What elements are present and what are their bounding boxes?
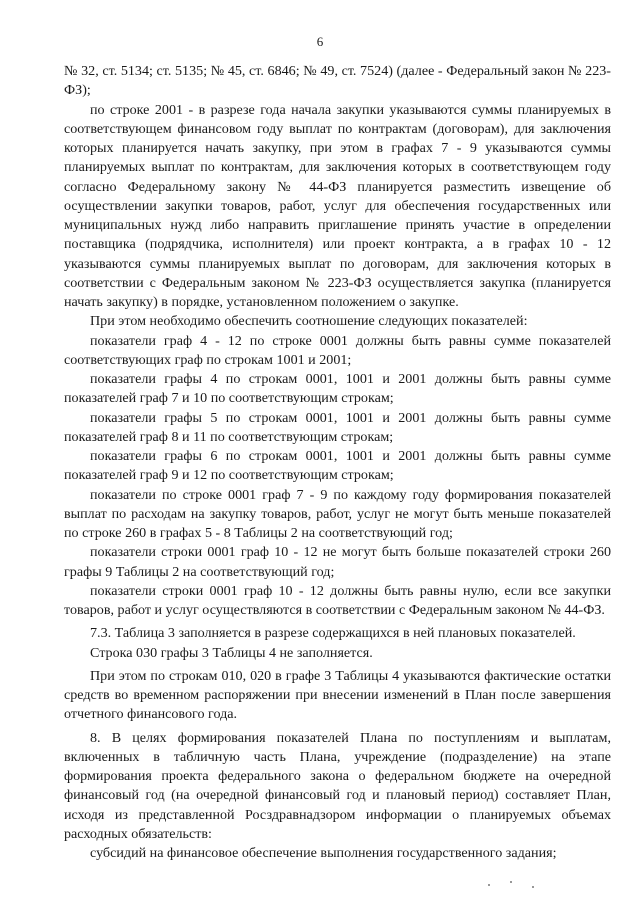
- paragraph-ratio-5: показатели по строке 0001 граф 7 - 9 по каждому году формирования показателей выплат по расходам на закупку товаров, работ, услуг не могут быть меньше показателей по строке 260 в графах 5 - 8 Таблицы 2 на соответствующий год;: [64, 486, 611, 541]
- paragraph-section-8: 8. В целях формирования показателей Плана по поступлениям и выплатам, включенных в табличную часть Плана, учреждение (подразделение) на этапе формирования проекта федерального закона о федеральном бюджете на очередной финансовый год (на очередной финансовый год и плановый период) составляет План, исходя из представленной Росздравнадзором информации о планируемых объемах расходных обязательств:: [64, 729, 611, 842]
- speck: [510, 881, 512, 883]
- paragraph-law-reference: № 32, ст. 5134; ст. 5135; № 45, ст. 6846; № 49, ст. 7524) (далее - Федеральный закон № 223-ФЗ);: [64, 63, 611, 99]
- page-number: 6: [316, 34, 324, 49]
- document-body: [64, 62, 611, 863]
- paragraph-row-030: Строка 030 графы 3 Таблицы 4 не заполняется.: [90, 644, 373, 661]
- paragraph-ratio-4: показатели графы 6 по строкам 0001, 1001 и 2001 должны быть равны сумме показателей граф 9 и 12 по соответствующим строкам;: [64, 448, 611, 484]
- paragraph-row-2001: по строке 2001 - в разрезе года начала закупки указываются суммы планируемых в соответствующем финансовом году выплат по контрактам (договорам), для заключения которых планируется начать закупку, при этом в графах 7 - 9 указываются суммы планируемых выплат по контрактам, для заключения которых в соответствующем году согласно Федеральному закону № 44-ФЗ планируется разместить извещение об осуществлении закупки товаров, работ, услуг для обеспечения государственных или муниципальных нужд либо направить приглашение принять участие в определении поставщика (подрядчика, исполнителя) или проект контракта, а в графах 10 - 12 указываются суммы планируемых выплат по договорам, для заключения которых в соответствии с Федеральным законом № 223-ФЗ осуществляется закупка (планируется начать закупку) в порядке, установленном положением о закупке.: [64, 101, 611, 310]
- paragraph-section-7-3: 7.3. Таблица 3 заполняется в разрезе содержащихся в ней плановых показателей.: [90, 625, 576, 642]
- paragraph-rows-010-020: При этом по строкам 010, 020 в графе 3 Таблицы 4 указываются фактические остатки средств во временном распоряжении при внесении изменений в План после завершения отчетного финансового года.: [64, 667, 611, 723]
- scan-specks: [488, 880, 548, 892]
- paragraph-ratio-3: показатели графы 5 по строкам 0001, 1001 и 2001 должны быть равны сумме показателей граф 8 и 11 по соответствующим строкам;: [64, 409, 611, 445]
- speck: [488, 884, 490, 886]
- paragraph-ratio-6: показатели строки 0001 граф 10 - 12 не могут быть больше показателей строки 260 графы 9 Таблицы 2 на соответствующий год;: [64, 544, 611, 580]
- paragraph-ratio-intro: При этом необходимо обеспечить соотношение следующих показателей:: [90, 313, 528, 330]
- paragraph-ratio-1: показатели граф 4 - 12 по строке 0001 должны быть равны сумме показателей соответствующих граф по строкам 1001 и 2001;: [64, 332, 611, 368]
- paragraph-subsidies: субсидий на финансовое обеспечение выполнения государственного задания;: [90, 845, 557, 861]
- paragraph-ratio-7: показатели строки 0001 граф 10 - 12 должны быть равны нулю, если все закупки товаров, работ и услуг осуществляются в соответствии с Федеральным законом № 44-ФЗ.: [64, 582, 611, 618]
- speck: [532, 886, 534, 888]
- paragraph-ratio-2: показатели графы 4 по строкам 0001, 1001 и 2001 должны быть равны сумме показателей граф 7 и 10 по соответствующим строкам;: [64, 371, 611, 407]
